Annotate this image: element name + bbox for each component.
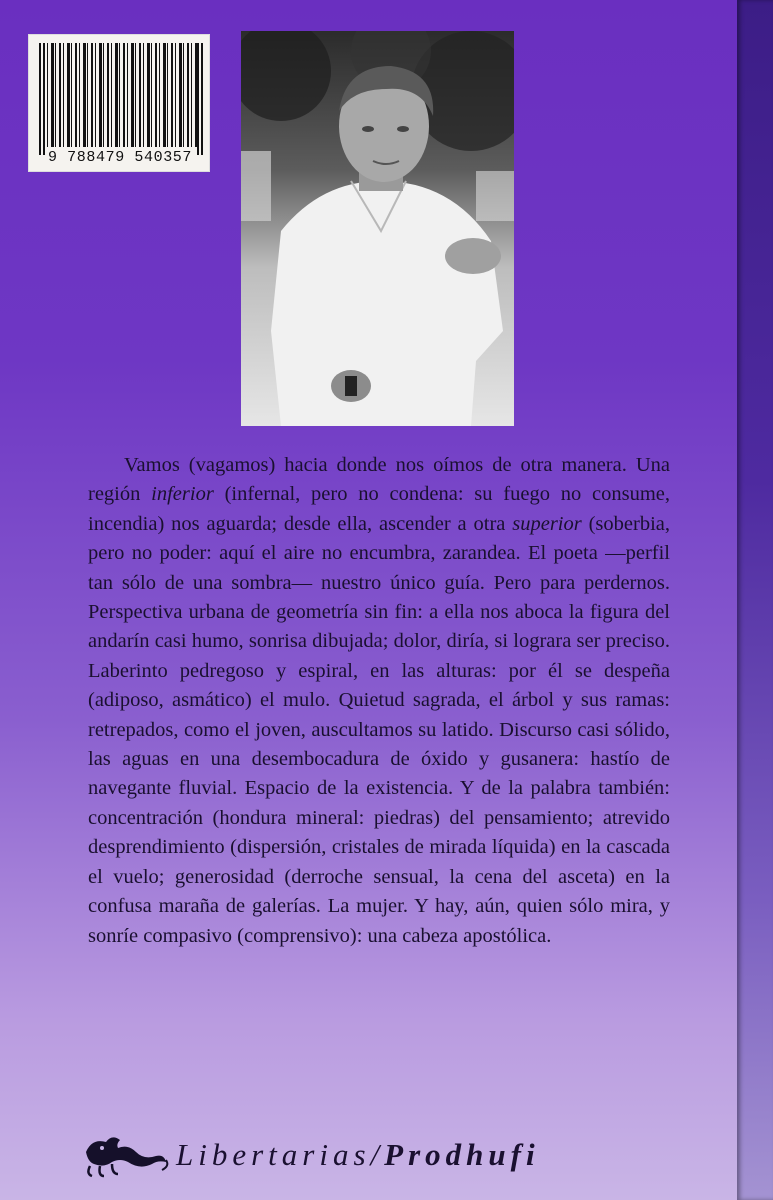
blurb-emphasis-superior: superior [512,512,582,535]
barcode-bars [43,43,199,147]
isbn-number: 9 788479 540357 [47,149,193,166]
publisher-name [176,1137,540,1173]
blurb-text-part-2: (infernal, pero no condena: su fuego no consume, incendia) nos aguarda; desde ella, ascender a otra [88,483,671,535]
blurb-text-part-1: Vamos (vagamos) hacia donde nos oímos de otra manera. Una región [88,454,670,506]
publisher-name-bold: Prodhufi [384,1137,540,1172]
publisher-name-regular: Libertarias/ [176,1137,385,1172]
dragon-icon [82,1130,170,1180]
back-cover-blurb [88,451,670,951]
blurb-text-part-3: (soberbia, pero no poder: aquí el aire no encumbra, zarandea. El poeta —perfil tan sólo de una sombra— nuestro único guía. Pero para perdernos. Perspectiva urbana de geometría sin fin: a ella nos aboca la figura del andarín casi humo, sonrisa dibujada; dolor, diría, si lograra ser preciso. Laberinto pedregoso y espiral, en las alturas: por él se despeña (adiposo, asmático) el mulo. Quietud sagrada, el árbol y sus ramas: retrepados, como el joven, auscultamos su latido. Discurso casi sólido, las aguas en una desembocadura de óxido y gusanera: hastío de navegante fluvial. Espacio de la existencia. Y de la palabra también: concentración (hondura mineral: piedras) del pensamiento; atrevido desprendimiento (dispersión, cristales de mirada líquida) en la cascada el vuelo; generosidad (derroche sensual, la cena del asceta) en la confusa maraña de galerías. La mujer. Y hay, aún, quien sólo mira, y sonríe compasivo (comprensivo): una cabeza apostólica. [88,512,670,947]
isbn-barcode [28,34,210,172]
barcode-guard-right [197,43,203,155]
author-portrait-image [241,31,514,426]
publisher-imprint [82,1125,682,1185]
blurb-emphasis-inferior: inferior [151,483,214,506]
author-photo [241,31,514,426]
book-spine-edge [737,0,773,1200]
